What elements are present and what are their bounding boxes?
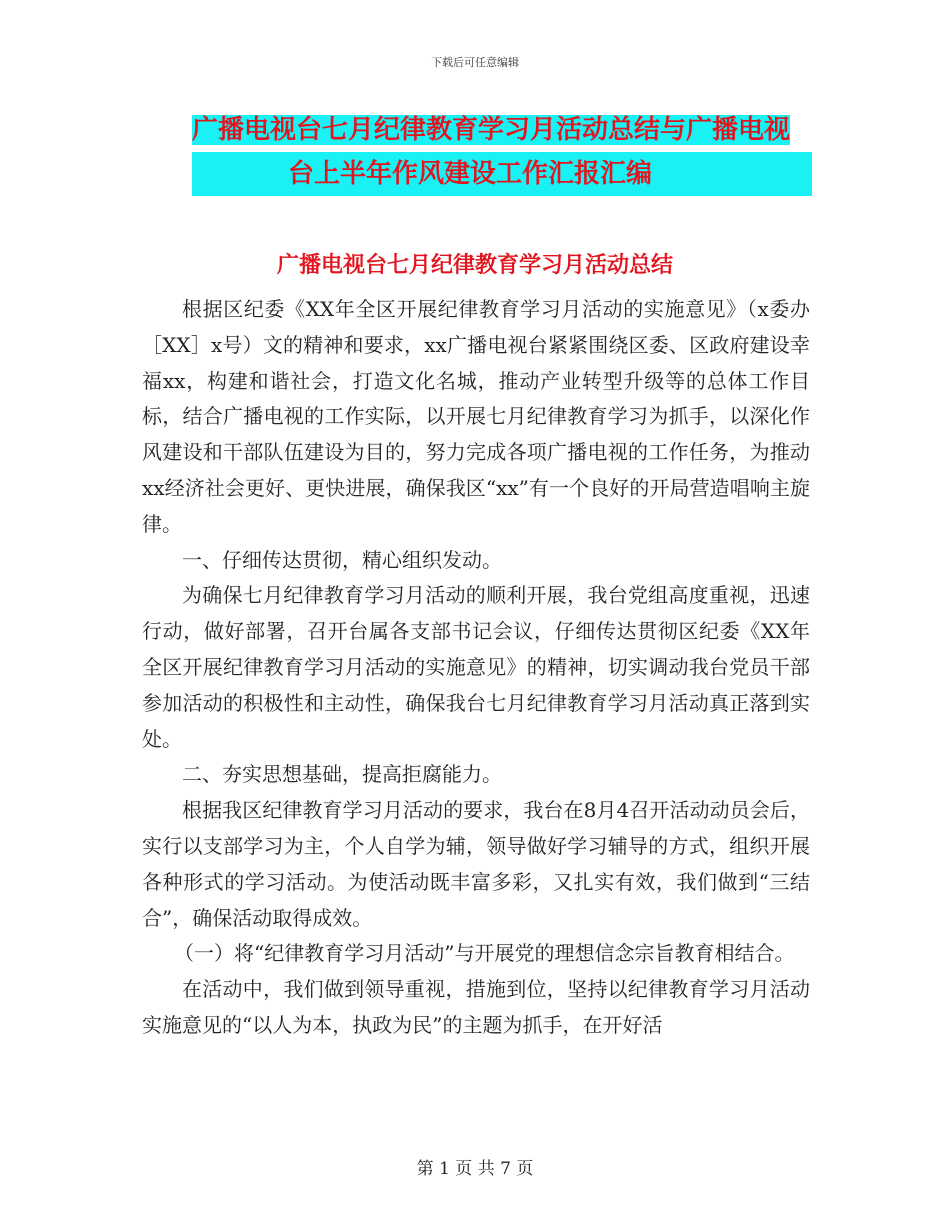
paragraph: 根据区纪委《XX年全区开展纪律教育学习月活动的实施意见》（x委办［XX］x号）文的精神和要求，xx广播电视台紧紧围绕区委、区政府建设幸福xx，构建和谐社会，打造文化名城，推动产业转型升级等的总体工作目标，结合广播电视的工作实际，以开展七月纪律教育学习为抓手，以深化作风建设和干部队伍建设为目的，努力完成各项广播电视的工作任务，为推动xx经济社会更好、更快进展，确保我区“xx”有一个良好的开局营造唱响主旋律。 bbox=[142, 297, 810, 536]
page-header-note: 下载后可任意编辑 bbox=[431, 56, 519, 69]
paragraph: 在活动中，我们做到领导重视，措施到位，坚持以纪律教育学习月活动实施意见的“以人为本，执政为民”的主题为抓手，在开好活 bbox=[142, 977, 810, 1037]
paragraph-heading: 一、仔细传达贯彻，精心组织发动。 bbox=[182, 547, 502, 572]
document-title-line2: 台上半年作风建设工作汇报汇编 bbox=[288, 159, 653, 189]
document-body bbox=[142, 292, 810, 1044]
paragraph: 根据我区纪律教育学习月活动的要求，我台在8月4召开活动动员会后，实行以支部学习为主，个人自学为辅，领导做好学习辅导的方式，组织开展各种形式的学习活动。为使活动既丰富多彩，又扎实有效，我们做到“三结合”，确保活动取得成效。 bbox=[142, 798, 810, 930]
paragraph: 为确保七月纪律教育学习月活动的顺利开展，我台党组高度重视，迅速行动，做好部署，召开台属各支部书记会议，仔细传达贯彻区纪委《XX年全区开展纪律教育学习月活动的实施意见》的精神，切实调动我台党员干部参加活动的积极性和主动性，确保我台七月纪律教育学习月活动真正落到实处。 bbox=[142, 583, 810, 751]
paragraph-subheading: （一）将“纪律教育学习月活动”与开展党的理想信念宗旨教育相结合。 bbox=[174, 941, 795, 966]
document-title bbox=[192, 108, 812, 196]
section-title: 广播电视台七月纪律教育学习月活动总结 bbox=[276, 253, 673, 278]
page-number: 第 1 页 共 7 页 bbox=[416, 1159, 534, 1179]
document-title-line1: 广播电视台七月纪律教育学习月活动总结与广播电视 bbox=[192, 115, 791, 145]
paragraph-heading: 二、夯实思想基础，提高拒腐能力。 bbox=[182, 762, 502, 787]
